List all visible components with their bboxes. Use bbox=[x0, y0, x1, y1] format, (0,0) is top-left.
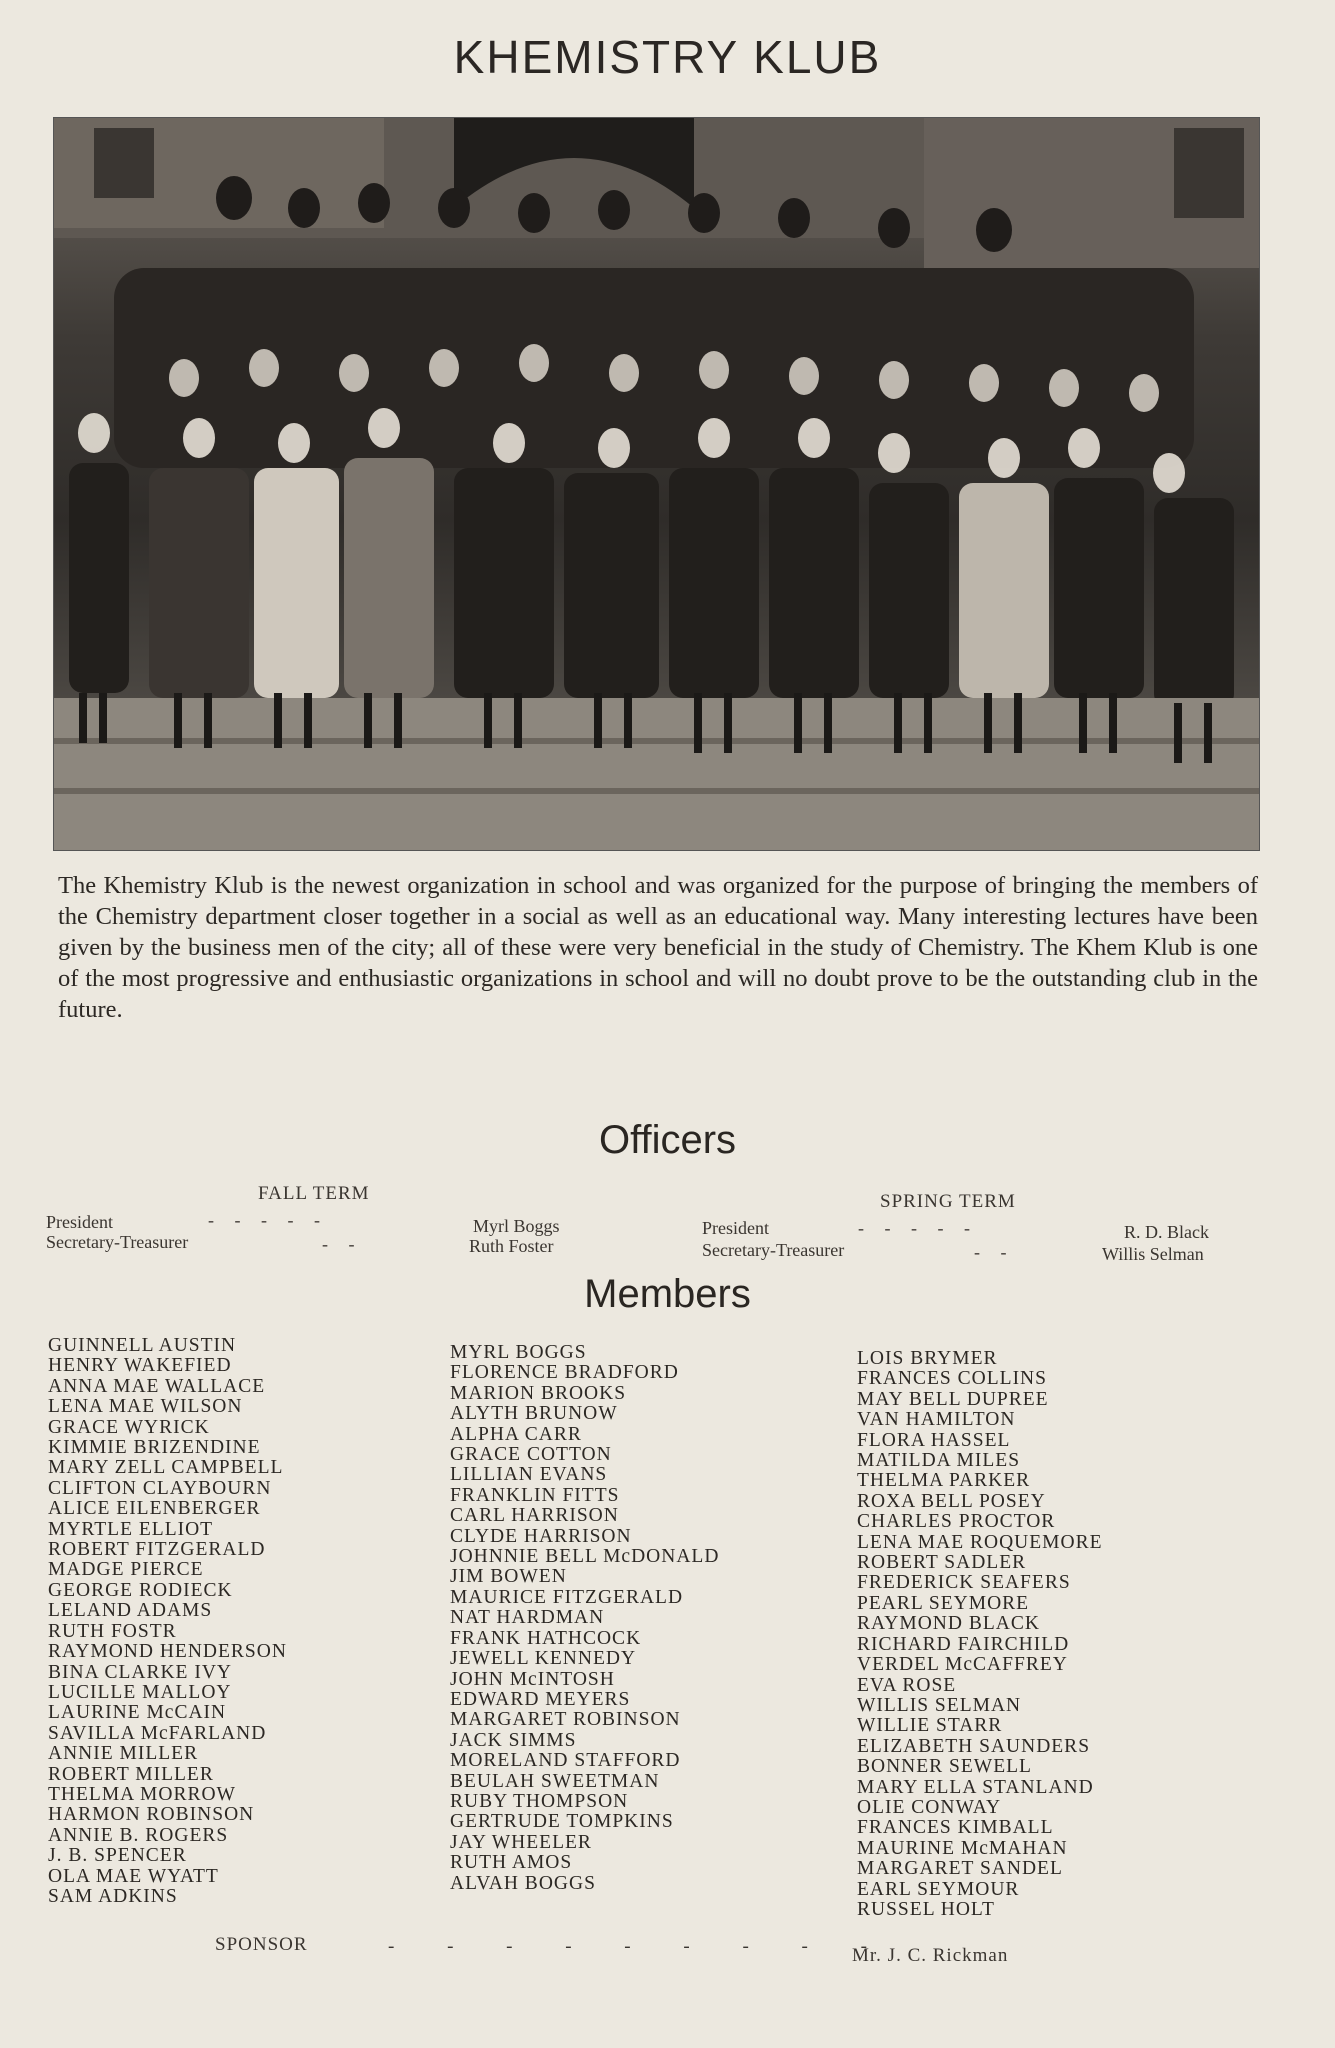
members-column-2 bbox=[450, 1343, 719, 1894]
list-item: MARGARET SANDEL bbox=[857, 1858, 1063, 1880]
list-item: ANNA MAE WALLACE bbox=[48, 1375, 266, 1397]
list-item: FRANKLIN FITTS bbox=[450, 1484, 620, 1506]
list-item: WILLIE STARR bbox=[857, 1715, 1003, 1737]
spring-term-label: SPRING TERM bbox=[880, 1191, 1016, 1212]
list-item: OLA MAE WYATT bbox=[48, 1865, 219, 1887]
list-item: ALYTH BRUNOW bbox=[450, 1403, 618, 1425]
list-item: HENRY WAKEFIED bbox=[48, 1355, 232, 1377]
list-item: CLYDE HARRISON bbox=[450, 1525, 632, 1547]
list-item: CARL HARRISON bbox=[450, 1505, 619, 1527]
fall-president-label: President bbox=[46, 1212, 113, 1232]
list-item: NAT HARDMAN bbox=[450, 1607, 605, 1629]
list-item: MADGE PIERCE bbox=[48, 1559, 204, 1581]
members-column-1 bbox=[48, 1336, 287, 1907]
list-item: ROBERT MILLER bbox=[48, 1763, 214, 1785]
fall-president-name: Myrl Boggs bbox=[473, 1216, 560, 1236]
spring-secretary-label: Secretary-Treasurer bbox=[702, 1240, 845, 1260]
list-item: CLIFTON CLAYBOURN bbox=[48, 1477, 272, 1499]
list-item: JAY WHEELER bbox=[450, 1831, 592, 1853]
list-item: ALPHA CARR bbox=[450, 1423, 582, 1445]
fall-president-dashes: - - - - - bbox=[208, 1210, 328, 1230]
list-item: CHARLES PROCTOR bbox=[857, 1511, 1056, 1533]
list-item: ANNIE B. ROGERS bbox=[48, 1824, 229, 1846]
list-item: MORELAND STAFFORD bbox=[450, 1750, 681, 1772]
list-item: VAN HAMILTON bbox=[857, 1409, 1016, 1431]
list-item: FREDERICK SEAFERS bbox=[857, 1572, 1071, 1594]
spring-president-name: R. D. Black bbox=[1124, 1222, 1209, 1242]
list-item: LENA MAE WILSON bbox=[48, 1396, 243, 1418]
group-photo-icon bbox=[54, 118, 1259, 850]
list-item: RUSSEL HOLT bbox=[857, 1898, 995, 1920]
list-item: JIM BOWEN bbox=[450, 1566, 567, 1588]
list-item: RUTH AMOS bbox=[450, 1852, 573, 1874]
list-item: GEORGE RODIECK bbox=[48, 1579, 233, 1601]
fall-secretary-label: Secretary-Treasurer bbox=[46, 1232, 189, 1252]
page-title: KHEMISTRY KLUB bbox=[453, 31, 882, 83]
list-item: FRANK HATHCOCK bbox=[450, 1627, 642, 1649]
list-item: MARY ELLA STANLAND bbox=[857, 1776, 1094, 1798]
list-item: THELMA MORROW bbox=[48, 1783, 236, 1805]
list-item: SAM ADKINS bbox=[48, 1885, 178, 1907]
list-item: JACK SIMMS bbox=[450, 1729, 577, 1751]
spring-president-label: President bbox=[702, 1218, 769, 1238]
spring-secretary-dashes: - - bbox=[974, 1242, 1015, 1262]
list-item: ROBERT FITZGERALD bbox=[48, 1539, 266, 1561]
list-item: WILLIS SELMAN bbox=[857, 1694, 1022, 1716]
list-item: LUCILLE MALLOY bbox=[48, 1681, 232, 1703]
list-item: MAURINE McMAHAN bbox=[857, 1837, 1068, 1859]
sponsor-name: Mr. J. C. Rickman bbox=[852, 1945, 1009, 1966]
list-item: LILLIAN EVANS bbox=[450, 1464, 608, 1486]
fall-secretary-name: Ruth Foster bbox=[469, 1236, 554, 1256]
list-item: MAURICE FITZGERALD bbox=[450, 1586, 684, 1608]
sponsor-dashes: - - - - - - - - - bbox=[388, 1936, 891, 1957]
list-item: RAYMOND HENDERSON bbox=[48, 1641, 287, 1663]
list-item: MYRTLE ELLIOT bbox=[48, 1518, 214, 1540]
list-item: MARY ZELL CAMPBELL bbox=[48, 1457, 284, 1479]
list-item: RUBY THOMPSON bbox=[450, 1790, 629, 1812]
members-column-3 bbox=[857, 1349, 1103, 1920]
list-item: FLORA HASSEL bbox=[857, 1429, 1011, 1451]
list-item: OLIE CONWAY bbox=[857, 1796, 1002, 1818]
list-item: LAURINE McCAIN bbox=[48, 1702, 227, 1724]
fall-term-label: FALL TERM bbox=[258, 1183, 370, 1204]
list-item: RAYMOND BLACK bbox=[857, 1613, 1040, 1635]
club-description: The Khemistry Klub is the newest organization in school and was organized for the purpose of bringing the members of the Chemistry department closer together in a social as well as an educational way. Many interesting lectures have been given by the business men of the city; all of these were very beneficial in the study of Chemistry. The Khem Klub is one of the most progressive and enthusiastic organizations in school and will no doubt prove to be the outstanding club in the future. bbox=[58, 872, 1258, 1023]
list-item: JEWELL KENNEDY bbox=[450, 1648, 637, 1670]
list-item: MYRL BOGGS bbox=[450, 1342, 587, 1363]
list-item: KIMMIE BRIZENDINE bbox=[48, 1437, 261, 1459]
list-item: GRACE COTTON bbox=[450, 1444, 612, 1466]
list-item: GUINNELL AUSTIN bbox=[48, 1335, 237, 1356]
list-item: BINA CLARKE IVY bbox=[48, 1661, 232, 1683]
list-item: LELAND ADAMS bbox=[48, 1600, 213, 1622]
list-item: ELIZABETH SAUNDERS bbox=[857, 1735, 1091, 1757]
list-item: RUTH FOSTR bbox=[48, 1620, 177, 1642]
list-item: EARL SEYMOUR bbox=[857, 1878, 1020, 1900]
list-item: FRANCES COLLINS bbox=[857, 1368, 1047, 1390]
list-item: PEARL SEYMORE bbox=[857, 1592, 1030, 1614]
list-item: LOIS BRYMER bbox=[857, 1348, 998, 1369]
list-item: GRACE WYRICK bbox=[48, 1416, 210, 1438]
list-item: ALVAH BOGGS bbox=[450, 1872, 596, 1894]
list-item: MATILDA MILES bbox=[857, 1450, 1021, 1472]
list-item: JOHNNIE BELL McDONALD bbox=[450, 1546, 720, 1568]
officers-heading: Officers bbox=[598, 1118, 737, 1162]
members-heading: Members bbox=[584, 1272, 751, 1316]
fall-secretary-dashes: - - bbox=[322, 1234, 363, 1254]
list-item: MARGARET ROBINSON bbox=[450, 1709, 681, 1731]
list-item: HARMON ROBINSON bbox=[48, 1804, 255, 1826]
group-photo bbox=[53, 117, 1260, 851]
spring-president-dashes: - - - - - bbox=[858, 1218, 978, 1238]
list-item: EVA ROSE bbox=[857, 1674, 957, 1696]
list-item: THELMA PARKER bbox=[857, 1470, 1031, 1492]
list-item: FLORENCE BRADFORD bbox=[450, 1362, 679, 1384]
list-item: J. B. SPENCER bbox=[48, 1845, 187, 1867]
list-item: MARION BROOKS bbox=[450, 1382, 627, 1404]
list-item: FRANCES KIMBALL bbox=[857, 1817, 1054, 1839]
list-item: EDWARD MEYERS bbox=[450, 1688, 631, 1710]
list-item: VERDEL McCAFFREY bbox=[857, 1654, 1068, 1676]
list-item: BONNER SEWELL bbox=[857, 1756, 1032, 1778]
list-item: ANNIE MILLER bbox=[48, 1743, 199, 1765]
list-item: GERTRUDE TOMPKINS bbox=[450, 1811, 674, 1833]
list-item: LENA MAE ROQUEMORE bbox=[857, 1531, 1103, 1553]
spring-secretary-name: Willis Selman bbox=[1102, 1244, 1204, 1264]
list-item: RICHARD FAIRCHILD bbox=[857, 1633, 1070, 1655]
list-item: JOHN McINTOSH bbox=[450, 1668, 615, 1690]
list-item: MAY BELL DUPREE bbox=[857, 1388, 1049, 1410]
sponsor-label: SPONSOR bbox=[215, 1934, 308, 1955]
list-item: SAVILLA McFARLAND bbox=[48, 1722, 267, 1744]
list-item: ROXA BELL POSEY bbox=[857, 1490, 1046, 1512]
list-item: BEULAH SWEETMAN bbox=[450, 1770, 660, 1792]
list-item: ALICE EILENBERGER bbox=[48, 1498, 261, 1520]
list-item: ROBERT SADLER bbox=[857, 1552, 1027, 1574]
